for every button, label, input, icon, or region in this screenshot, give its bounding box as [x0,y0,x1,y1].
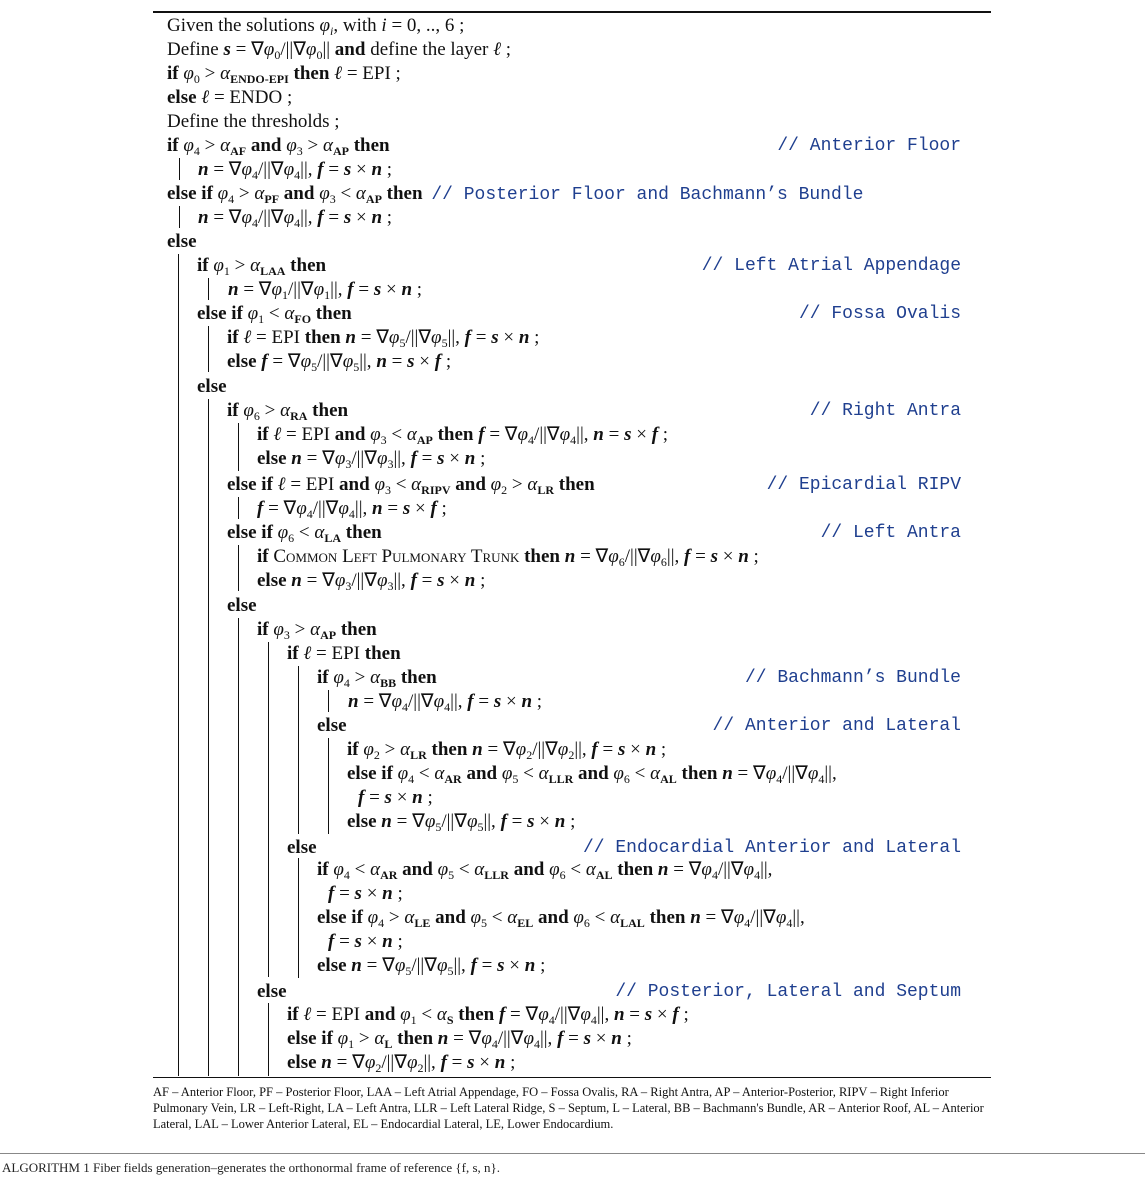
block-bar [238,618,239,1076]
caption-rule [0,1153,1145,1154]
algo-line: else if $\varphi_1 > \alpha_L$ then $n = \nabla\varphi_4/||\nabla\varphi_4||$, f = s × n ; [287,1028,632,1051]
algo-comment: // Posterior Floor and Bachmann’s Bundle [431,185,864,205]
block-bar [208,326,209,372]
block-bar [298,666,299,834]
algo-line: if $\varphi_3 > \alpha_{AP}$ then [257,619,377,642]
algo-line: else if $\varphi_1 < \alpha_{FO}$ then [197,303,352,326]
algo-line: $n = \nabla\varphi_1/||\nabla\varphi_1||$, f = s × n ; [228,279,423,302]
algo-comment: // Endocardial Anterior and Lateral [582,838,961,858]
block-bar [268,1003,269,1076]
algo-comment: // Posterior, Lateral and Septum [615,982,961,1002]
algo-line: if ℓ = EPI and $\varphi_1 < \alpha_S$ then $f = \nabla\varphi_4/||\nabla\varphi_4||$, n = s × f ; [287,1004,689,1027]
algo-line: $n = \nabla\varphi_4/||\nabla\varphi_4||$, f = s × n ; [348,691,543,714]
algo-line: else $n = \nabla\varphi_3/||\nabla\varphi_3||$, f = s × n ; [257,448,486,471]
algo-line: else [317,715,347,736]
algo-line: if ℓ = EPI and $\varphi_3 < \alpha_{AP}$ then $f = \nabla\varphi_4/||\nabla\varphi_4||$, n = s × f ; [257,424,669,447]
algo-line: if $\varphi_1 > \alpha_{LAA}$ then [197,255,327,278]
algo-comment: // Right Antra [809,401,961,421]
top-rule [153,11,991,13]
algo-comment: // Anterior Floor [777,136,961,156]
algo-line: if Common Left Pulmonary Trunk then $n = \nabla\varphi_6/||\nabla\varphi_6||$, f = s × n ; [257,546,759,569]
algo-comment: // Left Atrial Appendage [701,256,961,276]
algo-line: else $n = \nabla\varphi_5/||\nabla\varphi_5||$, f = s × n ; [347,811,576,834]
block-bar [328,690,329,712]
bottom-rule [153,1077,991,1078]
algo-line: if $\varphi_4 < \alpha_{AR}$ and $\varphi_5 < \alpha_{LLR}$ and $\varphi_6 < \alpha_{AL}$ then $n = \nabla\varphi_4/||\nabla\varphi_4||$, [317,859,773,882]
algo-line: if $\varphi_4 > \alpha_{BB}$ then [317,667,437,690]
block-bar [238,545,239,591]
algo-line: else [197,376,227,397]
algo-line: Given the solutions $\varphi_i$, with i = 0, .., 6 ; [167,15,465,38]
algo-line: else $n = \nabla\varphi_5/||\nabla\varphi_5||$, f = s × n ; [317,955,546,978]
caption: ALGORITHM 1 Fiber fields generation–generates the orthonormal frame of reference {f, s, n}. [2,1160,500,1175]
algo-line: f = s × n ; [328,883,403,904]
algo-line: else [257,981,287,1002]
algo-line: if $\varphi_6 > \alpha_{RA}$ then [227,400,349,423]
algo-line: if ℓ = EPI then [287,643,401,664]
algo-line: else [287,837,317,858]
algo-line: if ℓ = EPI then $n = \nabla\varphi_5/||\nabla\varphi_5||$, f = s × n ; [227,327,540,350]
algo-line: else $n = \nabla\varphi_3/||\nabla\varphi_3||$, f = s × n ; [257,570,486,593]
footnote: AF – Anterior Floor, PF – Posterior Floor, LAA – Left Atrial Appendage, FO – Fossa Ovalis, RA – Right Antra, AP – Anterior-Posterior, RIPV – Right Inferior Pulmonary Vein, LR – Left-Right, LA – Left Antra, LLR – Left Lateral Ridge, S – Septum, L – Lateral, BB – Bachmann's Bundle, AR – Anterior Roof, AL – Anterior Lateral, LAL – Lower Anterior Lateral, EL – Endocardial Lateral, LE, Lower Endocardium. [153,1085,984,1131]
block-bar [328,738,329,834]
block-bar [179,206,180,228]
algo-line: if $\varphi_0 > \alpha_{ENDO-EPI}$ then ℓ = EPI ; [167,63,401,86]
algo-line: else [227,595,257,616]
algo-line: else if $\varphi_4 < \alpha_{AR}$ and $\varphi_5 < \alpha_{LLR}$ and $\varphi_6 < \alpha_{AL}$ then $n = \nabla\varphi_4/||\nabla\varphi_4||$, [347,763,837,786]
algo-line: else if $\varphi_4 > \alpha_{LE}$ and $\varphi_5 < \alpha_{EL}$ and $\varphi_6 < \alpha_{LAL}$ then $n = \nabla\varphi_4/||\nabla\varphi_4||$, [317,907,805,930]
block-bar [208,399,209,1076]
block-bar [298,858,299,978]
algo-comment: // Left Antra [820,523,961,543]
algo-line: else if ℓ = EPI and $\varphi_3 < \alpha_{RIPV}$ and $\varphi_2 > \alpha_{LR}$ then [227,474,595,497]
algo-line: else $f = \nabla\varphi_5/||\nabla\varphi_5||$, n = s × f ; [227,351,452,374]
algo-line: else [167,231,197,252]
block-bar [208,278,209,300]
algo-comment: // Fossa Ovalis [798,304,961,324]
algo-line: if $\varphi_2 > \alpha_{LR}$ then $n = \nabla\varphi_2/||\nabla\varphi_2||$, f = s × n ; [347,739,667,762]
algo-comment: // Anterior and Lateral [712,716,961,736]
algo-comment: // Bachmann’s Bundle [744,668,961,688]
algo-line: else if $\varphi_4 > \alpha_{PF}$ and $\varphi_3 < \alpha_{AP}$ then // Posterior Floor and Bachmann’s Bundle [167,183,864,206]
algo-line: Define $s = \nabla\varphi_0/||\nabla\varphi_0||$ and define the layer ℓ ; [167,39,512,62]
algo-line: $n = \nabla\varphi_4/||\nabla\varphi_4||$, f = s × n ; [198,207,393,230]
block-bar [238,423,239,471]
algo-line: f = s × n ; [358,787,433,808]
block-bar [268,642,269,977]
algo-line: else if $\varphi_6 < \alpha_{LA}$ then [227,522,382,545]
algo-line: $n = \nabla\varphi_4/||\nabla\varphi_4||$, f = s × n ; [198,159,393,182]
block-bar [178,254,179,1076]
algo-line: f = s × n ; [328,931,403,952]
algo-comment: // Epicardial RIPV [766,475,961,495]
algo-line: else $n = \nabla\varphi_2/||\nabla\varphi_2||$, f = s × n ; [287,1052,516,1075]
block-bar [179,158,180,180]
algo-line: Define the thresholds ; [167,111,340,132]
algo-line: $f = \nabla\varphi_4/||\nabla\varphi_4||$, n = s × f ; [257,498,447,521]
block-bar [238,497,239,519]
algo-line: if $\varphi_4 > \alpha_{AF}$ and $\varphi_3 > \alpha_{AP}$ then [167,135,390,158]
algo-line: else ℓ = ENDO ; [167,87,293,108]
